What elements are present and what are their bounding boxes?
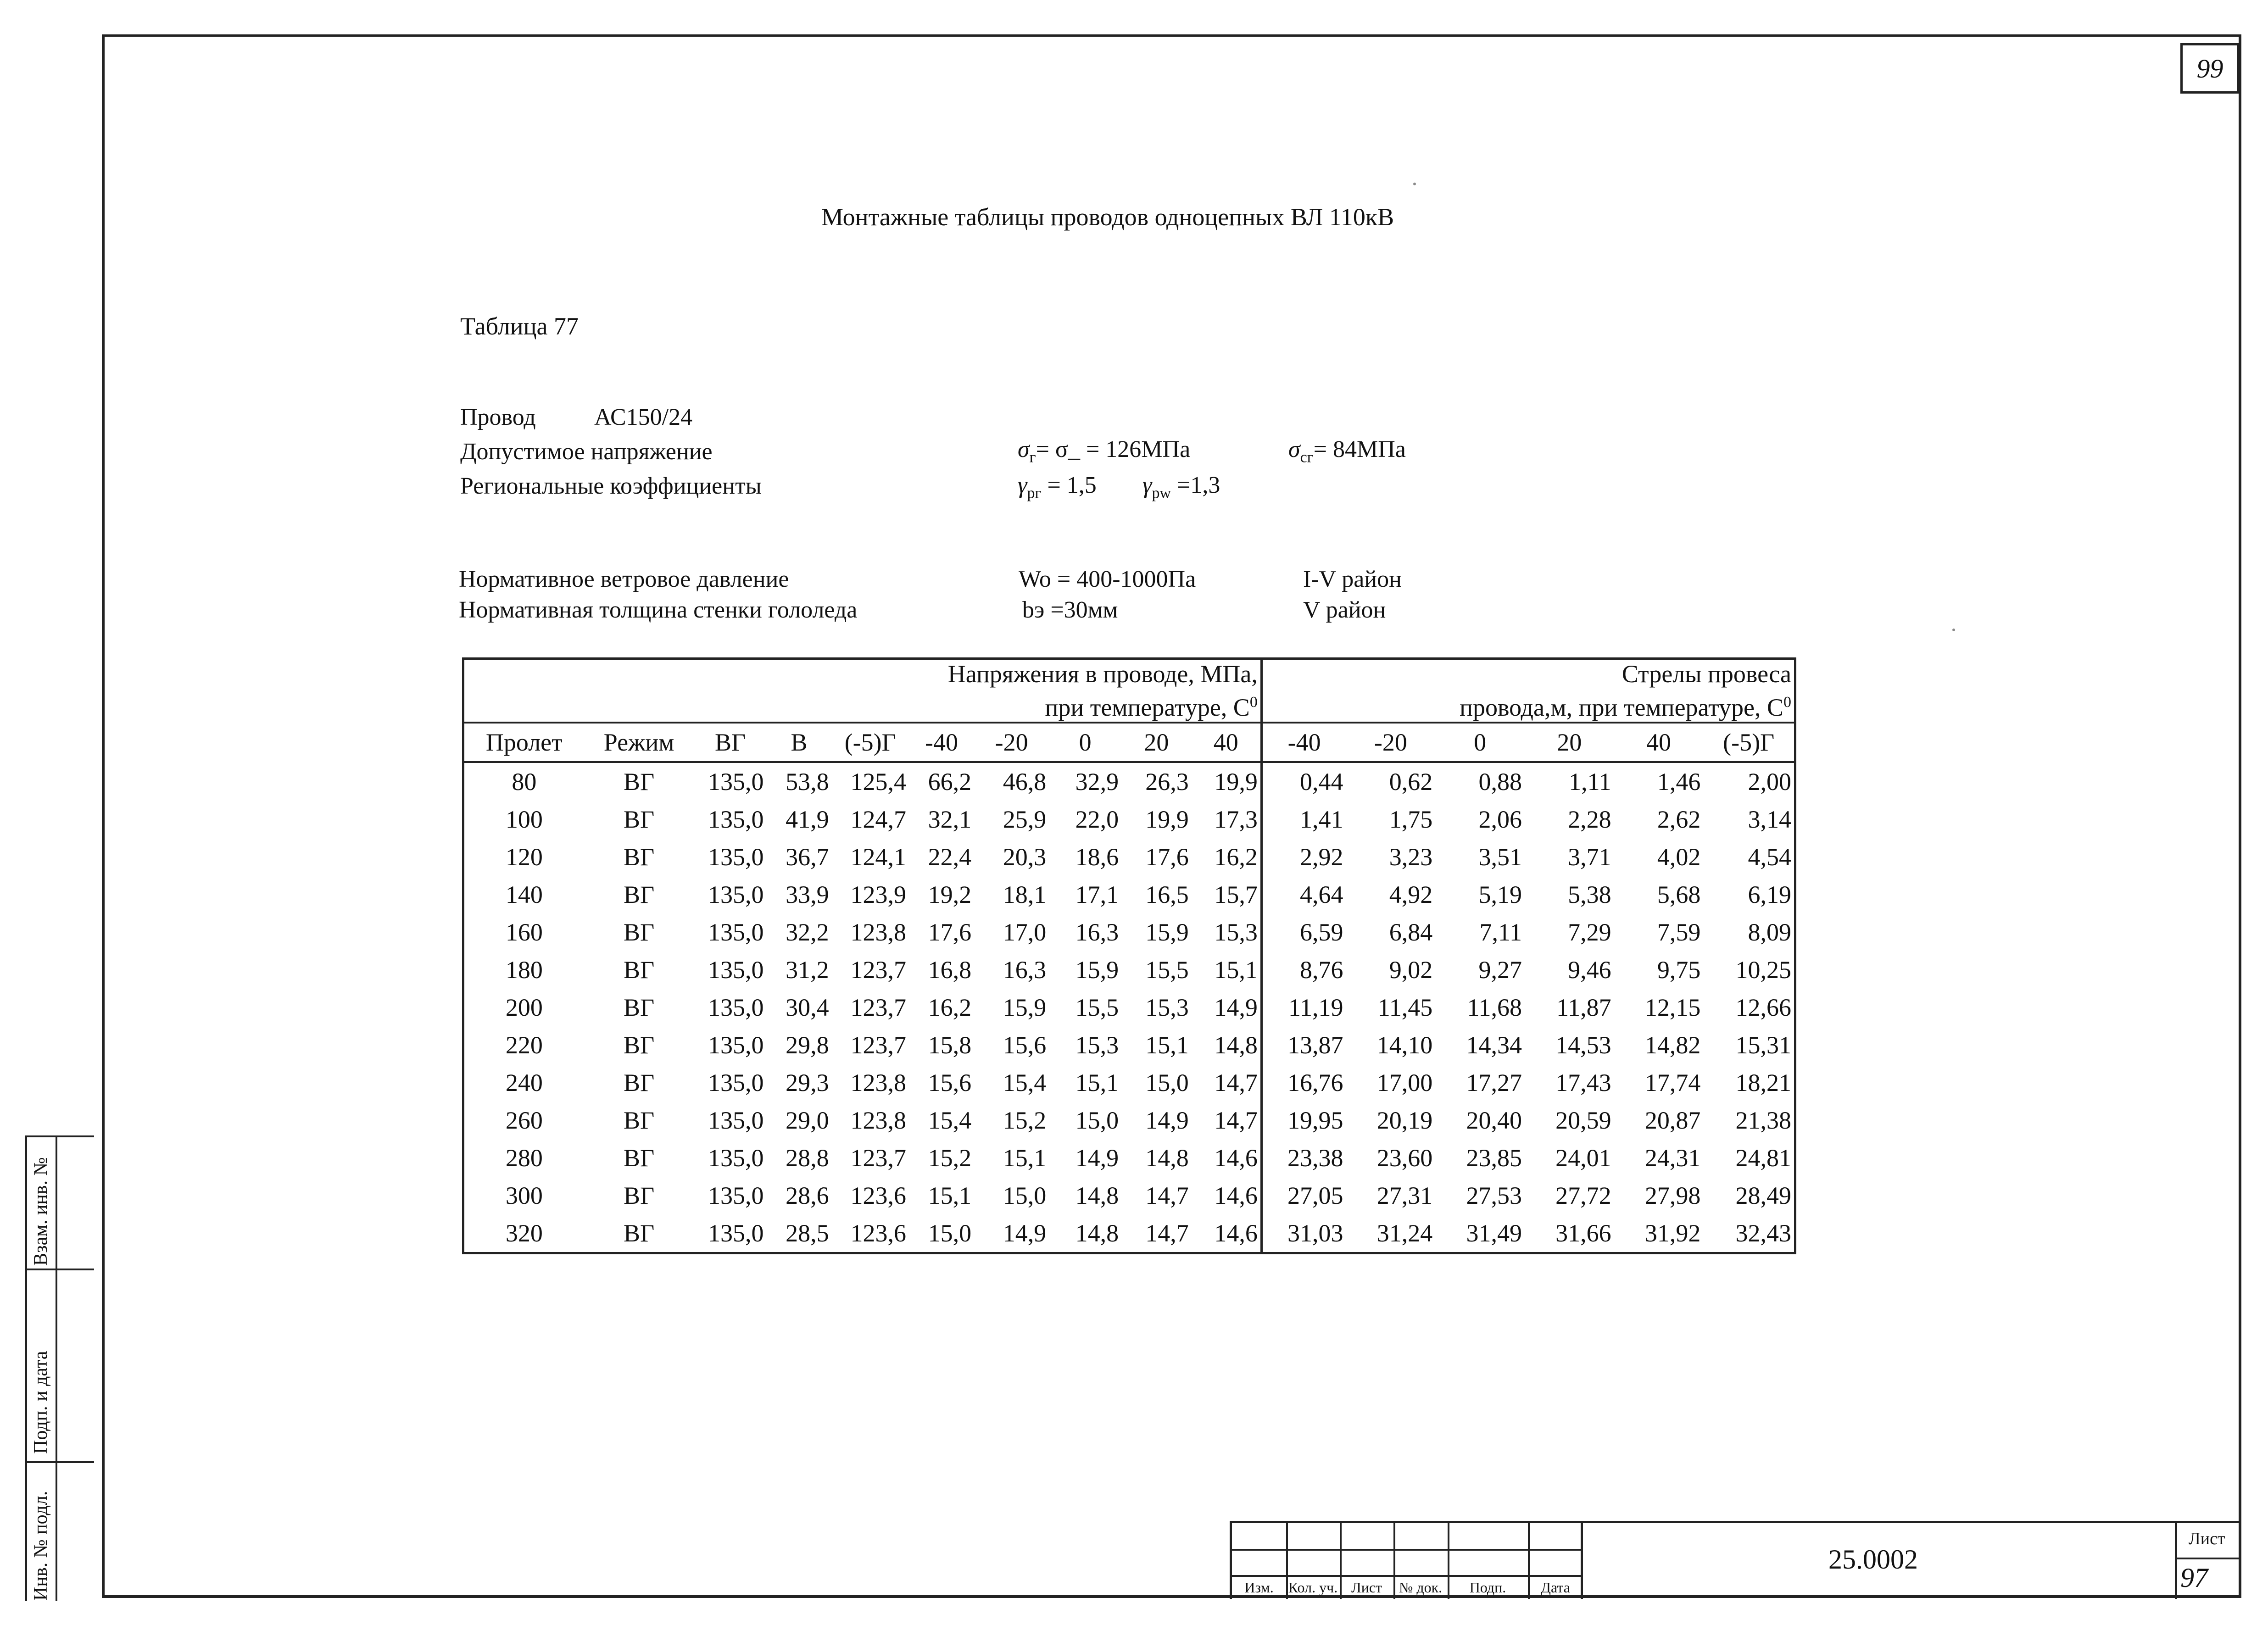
value-cell: 14,8: [1075, 1182, 1119, 1209]
sigma-g-symbol: σ: [1018, 436, 1030, 462]
value-cell: 4,92: [1389, 881, 1433, 908]
value-cell: 14,8: [1075, 1219, 1119, 1247]
span-cell: 140: [505, 881, 543, 908]
value-cell: 15,7: [1192, 876, 1262, 913]
value-cell: 20,19: [1376, 1107, 1433, 1134]
value-cell: 31,66: [1555, 1219, 1611, 1247]
value-cell: 23,60: [1376, 1144, 1433, 1172]
value-cell: 25,9: [1003, 806, 1047, 833]
wind-pressure-value: Wo = 400-1000Па: [1019, 566, 1196, 592]
value-cell: 30,4: [786, 994, 829, 1021]
value-cell: 1,46: [1657, 768, 1701, 796]
value-cell: 19,95: [1287, 1107, 1343, 1134]
value-cell: 18,6: [1075, 843, 1119, 871]
value-cell: 32,9: [1075, 768, 1119, 796]
label-kol-uch: Кол. уч.: [1288, 1579, 1338, 1596]
stress-group-degree: 0: [1249, 694, 1258, 711]
label-data: Дата: [1541, 1579, 1570, 1596]
value-cell: 22,4: [928, 843, 972, 871]
value-cell: 20,3: [1003, 843, 1047, 871]
sigma-cg-formula: [1288, 436, 1406, 466]
value-cell: 135,0: [708, 1182, 764, 1209]
value-cell: 17,27: [1466, 1069, 1522, 1096]
value-cell: 14,7: [1145, 1182, 1189, 1209]
side-approval-strip: [25, 1135, 94, 1601]
value-cell: 15,1: [1003, 1144, 1047, 1172]
value-cell: 2,06: [1478, 806, 1522, 833]
sag-group-line2: провода,м, при температуре, С: [1460, 694, 1783, 721]
wind-pressure-label: Нормативное ветровое давление: [459, 566, 789, 592]
column-header: -40: [909, 723, 974, 762]
table-row: [463, 913, 1795, 951]
value-cell: 124,1: [850, 843, 906, 871]
mode-cell: ВГ: [624, 1182, 655, 1209]
value-cell: 32,43: [1735, 1219, 1791, 1247]
sag-tension-table: [462, 657, 1796, 1254]
sheet-divider: [2175, 1558, 2241, 1559]
value-cell: 19,9: [1192, 762, 1262, 801]
value-cell: 14,6: [1192, 1139, 1262, 1177]
scan-speck: [1952, 629, 1955, 631]
value-cell: 15,9: [1003, 994, 1047, 1021]
column-header: (-5)Г: [832, 723, 909, 762]
gamma-pg-sub: pг: [1027, 484, 1042, 502]
value-cell: 123,7: [850, 994, 906, 1021]
value-cell: 13,87: [1287, 1031, 1343, 1059]
value-cell: 16,76: [1287, 1069, 1343, 1096]
value-cell: 27,98: [1644, 1182, 1701, 1209]
value-cell: 24,31: [1644, 1144, 1701, 1172]
table-row: [463, 1102, 1795, 1139]
span-cell: 240: [505, 1069, 543, 1096]
value-cell: 15,6: [1003, 1031, 1047, 1059]
value-cell: 29,8: [786, 1031, 829, 1059]
value-cell: 124,7: [850, 806, 906, 833]
value-cell: 28,8: [786, 1144, 829, 1172]
value-cell: 17,6: [928, 918, 972, 946]
value-cell: 12,66: [1735, 994, 1791, 1021]
value-cell: 7,11: [1479, 918, 1522, 946]
value-cell: 14,53: [1555, 1031, 1611, 1059]
mode-cell: ВГ: [624, 768, 655, 796]
label-list: Лист: [1351, 1579, 1382, 1596]
sigma-cg-value: = 84МПа: [1313, 436, 1406, 462]
value-cell: 14,8: [1192, 1026, 1262, 1064]
column-header: 40: [1192, 723, 1262, 762]
gamma-pw-symbol: γ: [1142, 472, 1152, 498]
value-cell: 135,0: [708, 843, 764, 871]
value-cell: 15,3: [1192, 913, 1262, 951]
value-cell: 135,0: [708, 1069, 764, 1096]
value-cell: 20,59: [1555, 1107, 1611, 1134]
sheet-label: Лист: [2189, 1529, 2225, 1548]
value-cell: 3,51: [1478, 843, 1522, 871]
value-cell: 125,4: [850, 768, 906, 796]
value-cell: 15,9: [1075, 956, 1119, 984]
value-cell: 6,59: [1300, 918, 1343, 946]
stress-group-line1: Напряжения в проводе, МПа,: [947, 660, 1258, 688]
value-cell: 15,5: [1145, 956, 1189, 984]
value-cell: 21,38: [1735, 1107, 1791, 1134]
value-cell: 31,49: [1466, 1219, 1522, 1247]
ice-thickness-label: Нормативная толщина стенки гололеда: [459, 597, 858, 623]
strip-podp-text: Подп. и дата: [30, 1351, 51, 1454]
value-cell: 15,2: [928, 1144, 972, 1172]
column-header: (-5)Г: [1703, 723, 1795, 762]
value-cell: 15,4: [928, 1107, 972, 1134]
value-cell: 16,8: [928, 956, 972, 984]
value-cell: 14,9: [1145, 1107, 1189, 1134]
span-cell: 300: [505, 1182, 543, 1209]
mode-cell: ВГ: [624, 1219, 655, 1247]
value-cell: 23,85: [1466, 1144, 1522, 1172]
column-header-row: [463, 723, 1795, 762]
value-cell: 3,14: [1748, 806, 1791, 833]
column-header: -20: [974, 723, 1049, 762]
mode-cell: ВГ: [624, 1069, 655, 1096]
column-header: Режим: [584, 723, 694, 762]
value-cell: 36,7: [786, 843, 829, 871]
value-cell: 17,1: [1075, 881, 1119, 908]
value-cell: 15,1: [1075, 1069, 1119, 1096]
value-cell: 2,00: [1748, 768, 1791, 796]
table-row: [463, 1026, 1795, 1064]
value-cell: 1,41: [1300, 806, 1343, 833]
value-cell: 19,9: [1145, 806, 1189, 833]
span-cell: 260: [505, 1107, 543, 1134]
column-header: Пролет: [463, 723, 584, 762]
mode-cell: ВГ: [624, 1031, 655, 1059]
sigma-cg-sub: сг: [1300, 449, 1314, 466]
value-cell: 27,05: [1287, 1182, 1343, 1209]
value-cell: 135,0: [708, 956, 764, 984]
table-row: [463, 1064, 1795, 1102]
value-cell: 10,25: [1735, 956, 1791, 984]
value-cell: 8,76: [1300, 956, 1343, 984]
span-cell: 120: [505, 843, 543, 871]
value-cell: 5,19: [1478, 881, 1522, 908]
table-row: [463, 876, 1795, 913]
value-cell: 9,27: [1478, 956, 1522, 984]
value-cell: 24,01: [1555, 1144, 1611, 1172]
value-cell: 14,10: [1376, 1031, 1433, 1059]
value-cell: 1,75: [1389, 806, 1433, 833]
value-cell: 31,24: [1376, 1219, 1433, 1247]
value-cell: 14,6: [1192, 1177, 1262, 1214]
value-cell: 14,34: [1466, 1031, 1522, 1059]
value-cell: 8,09: [1748, 918, 1791, 946]
column-header: 40: [1614, 723, 1704, 762]
sag-group-line1: Стрелы провеса: [1622, 660, 1791, 688]
label-izm: Изм.: [1244, 1579, 1274, 1596]
column-header: 20: [1525, 723, 1614, 762]
mode-cell: ВГ: [624, 956, 655, 984]
span-cell: 180: [505, 956, 543, 984]
scan-speck: [1413, 183, 1416, 185]
value-cell: 15,0: [1003, 1182, 1047, 1209]
ice-region: V район: [1303, 597, 1386, 623]
value-cell: 0,62: [1389, 768, 1433, 796]
revision-grid: [1230, 1521, 1583, 1599]
value-cell: 20,40: [1466, 1107, 1522, 1134]
value-cell: 2,62: [1657, 806, 1701, 833]
value-cell: 123,6: [850, 1219, 906, 1247]
value-cell: 5,38: [1568, 881, 1611, 908]
value-cell: 32,1: [928, 806, 972, 833]
span-cell: 320: [505, 1219, 543, 1247]
value-cell: 15,0: [1075, 1107, 1119, 1134]
value-cell: 32,2: [786, 918, 829, 946]
sag-group-header: [1261, 659, 1795, 723]
value-cell: 31,2: [786, 956, 829, 984]
value-cell: 135,0: [708, 806, 764, 833]
value-cell: 6,19: [1748, 881, 1791, 908]
allowable-stress-label: Допустимое напряжение: [460, 439, 713, 465]
value-cell: 15,9: [1145, 918, 1189, 946]
value-cell: 22,0: [1075, 806, 1119, 833]
group-header-row: [463, 659, 1795, 723]
mode-cell: ВГ: [624, 994, 655, 1021]
value-cell: 3,23: [1389, 843, 1433, 871]
value-cell: 123,9: [850, 881, 906, 908]
column-header: В: [767, 723, 832, 762]
wire-value: АС150/24: [594, 404, 693, 430]
value-cell: 15,1: [1192, 951, 1262, 989]
value-cell: 29,0: [786, 1107, 829, 1134]
value-cell: 135,0: [708, 881, 764, 908]
value-cell: 41,9: [786, 806, 829, 833]
column-header: ВГ: [694, 723, 767, 762]
table-row: [463, 838, 1795, 876]
value-cell: 4,02: [1657, 843, 1701, 871]
gamma-pw-formula: [1142, 472, 1220, 502]
value-cell: 6,84: [1389, 918, 1433, 946]
value-cell: 19,2: [928, 881, 972, 908]
column-header: -40: [1261, 723, 1346, 762]
column-header: -20: [1346, 723, 1436, 762]
mode-cell: ВГ: [624, 1144, 655, 1172]
value-cell: 15,2: [1003, 1107, 1047, 1134]
value-cell: 16,5: [1145, 881, 1189, 908]
value-cell: 14,9: [1075, 1144, 1119, 1172]
value-cell: 11,19: [1288, 994, 1343, 1021]
value-cell: 135,0: [708, 1107, 764, 1134]
value-cell: 66,2: [928, 768, 972, 796]
value-cell: 11,87: [1556, 994, 1611, 1021]
value-cell: 123,7: [850, 1144, 906, 1172]
mode-cell: ВГ: [624, 806, 655, 833]
grid-line: [1232, 1575, 1583, 1577]
span-cell: 200: [505, 994, 543, 1021]
value-cell: 18,1: [1003, 881, 1047, 908]
value-cell: 14,9: [1192, 989, 1262, 1026]
value-cell: 29,3: [786, 1069, 829, 1096]
value-cell: 123,6: [850, 1182, 906, 1209]
sheet-number: 97: [2180, 1563, 2208, 1593]
value-cell: 16,2: [1192, 838, 1262, 876]
document-number: 25.0002: [1828, 1544, 1918, 1575]
table-row: [463, 762, 1795, 801]
sigma-g-sub: г: [1029, 449, 1036, 466]
value-cell: 17,0: [1003, 918, 1047, 946]
table-row: [463, 801, 1795, 838]
value-cell: 27,53: [1466, 1182, 1522, 1209]
gamma-pw-sub: pw: [1152, 484, 1171, 502]
value-cell: 123,7: [850, 1031, 906, 1059]
value-cell: 15,31: [1735, 1031, 1791, 1059]
mode-cell: ВГ: [624, 843, 655, 871]
value-cell: 14,6: [1192, 1214, 1262, 1253]
value-cell: 15,4: [1003, 1069, 1047, 1096]
value-cell: 4,64: [1300, 881, 1343, 908]
value-cell: 15,1: [1145, 1031, 1189, 1059]
sigma-g-formula: [1018, 436, 1190, 466]
value-cell: 9,75: [1657, 956, 1701, 984]
sag-group-degree: 0: [1783, 694, 1791, 711]
column-header: 0: [1435, 723, 1525, 762]
value-cell: 26,3: [1145, 768, 1189, 796]
strip-inv-text: Инв. № подл.: [30, 1491, 51, 1601]
value-cell: 17,74: [1644, 1069, 1701, 1096]
value-cell: 4,54: [1748, 843, 1791, 871]
strip-zam-text: Взам. инв. №: [30, 1157, 51, 1266]
value-cell: 16,3: [1003, 956, 1047, 984]
value-cell: 16,3: [1075, 918, 1119, 946]
value-cell: 14,9: [1003, 1219, 1047, 1247]
value-cell: 31,92: [1644, 1219, 1701, 1247]
value-cell: 15,3: [1075, 1031, 1119, 1059]
span-cell: 160: [505, 918, 543, 946]
gamma-pg-value: = 1,5: [1041, 472, 1097, 498]
table-row: [463, 1214, 1795, 1253]
value-cell: 9,46: [1568, 956, 1611, 984]
value-cell: 28,6: [786, 1182, 829, 1209]
value-cell: 5,68: [1657, 881, 1701, 908]
mode-cell: ВГ: [624, 881, 655, 908]
value-cell: 2,92: [1300, 843, 1343, 871]
value-cell: 15,6: [928, 1069, 972, 1096]
value-cell: 135,0: [708, 1144, 764, 1172]
value-cell: 15,3: [1145, 994, 1189, 1021]
span-cell: 100: [505, 806, 543, 833]
value-cell: 14,7: [1145, 1219, 1189, 1247]
wind-region: I-V район: [1303, 566, 1402, 592]
ice-thickness-value: bэ =30мм: [1022, 597, 1118, 623]
corner-sheet-number: 99: [2180, 43, 2240, 94]
gamma-pg-symbol: γ: [1018, 472, 1027, 498]
value-cell: 27,72: [1555, 1182, 1611, 1209]
value-cell: 15,0: [928, 1219, 972, 1247]
value-cell: 12,15: [1644, 994, 1701, 1021]
value-cell: 123,8: [850, 918, 906, 946]
mode-cell: ВГ: [624, 1107, 655, 1134]
value-cell: 17,6: [1145, 843, 1189, 871]
value-cell: 33,9: [786, 881, 829, 908]
value-cell: 17,3: [1192, 801, 1262, 838]
value-cell: 11,45: [1377, 994, 1433, 1021]
value-cell: 135,0: [708, 918, 764, 946]
span-cell: 220: [505, 1031, 543, 1059]
value-cell: 46,8: [1003, 768, 1047, 796]
value-cell: 135,0: [708, 1031, 764, 1059]
value-cell: 1,11: [1569, 768, 1611, 796]
sigma-cg-symbol: σ: [1288, 436, 1300, 462]
value-cell: 23,38: [1287, 1144, 1343, 1172]
value-cell: 0,88: [1478, 768, 1522, 796]
value-cell: 20,87: [1644, 1107, 1701, 1134]
label-podp: Подп.: [1469, 1579, 1506, 1596]
gamma-pw-value: =1,3: [1171, 472, 1220, 498]
gamma-pg-formula: [1018, 472, 1097, 502]
stress-group-header: [463, 659, 1262, 723]
column-header: 0: [1049, 723, 1121, 762]
value-cell: 53,8: [786, 768, 829, 796]
span-cell: 280: [505, 1144, 543, 1172]
grid-line: [1232, 1549, 1583, 1551]
value-cell: 123,8: [850, 1069, 906, 1096]
page-title: Монтажные таблицы проводов одноцепных ВЛ 110кВ: [821, 203, 1394, 231]
mode-cell: ВГ: [624, 918, 655, 946]
value-cell: 9,02: [1389, 956, 1433, 984]
value-cell: 28,5: [786, 1219, 829, 1247]
value-cell: 7,59: [1657, 918, 1701, 946]
span-cell: 80: [512, 768, 537, 796]
value-cell: 17,00: [1376, 1069, 1433, 1096]
table-row: [463, 951, 1795, 989]
table-body: [463, 762, 1795, 1253]
value-cell: 15,5: [1075, 994, 1119, 1021]
table-label: Таблица 77: [460, 312, 579, 340]
value-cell: 135,0: [708, 768, 764, 796]
value-cell: 14,7: [1192, 1064, 1262, 1102]
column-header: 20: [1121, 723, 1192, 762]
value-cell: 14,8: [1145, 1144, 1189, 1172]
label-doc-no: № док.: [1399, 1579, 1443, 1596]
regional-coefficients-label: Региональные коэффициенты: [460, 473, 762, 499]
value-cell: 0,44: [1300, 768, 1343, 796]
value-cell: 123,8: [850, 1107, 906, 1134]
value-cell: 15,0: [1145, 1069, 1189, 1096]
stress-group-line2: при температуре, С: [1045, 694, 1250, 721]
value-cell: 123,7: [850, 956, 906, 984]
value-cell: 14,82: [1644, 1031, 1701, 1059]
value-cell: 14,7: [1192, 1102, 1262, 1139]
value-cell: 27,31: [1376, 1182, 1433, 1209]
value-cell: 135,0: [708, 1219, 764, 1247]
value-cell: 16,2: [928, 994, 972, 1021]
value-cell: 28,49: [1735, 1182, 1791, 1209]
value-cell: 15,8: [928, 1031, 972, 1059]
value-cell: 15,1: [928, 1182, 972, 1209]
value-cell: 7,29: [1568, 918, 1611, 946]
wire-label: Провод: [460, 404, 536, 430]
value-cell: 24,81: [1735, 1144, 1791, 1172]
value-cell: 17,43: [1555, 1069, 1611, 1096]
value-cell: 2,28: [1568, 806, 1611, 833]
value-cell: 3,71: [1568, 843, 1611, 871]
value-cell: 31,03: [1287, 1219, 1343, 1247]
table-row: [463, 1177, 1795, 1214]
value-cell: 11,68: [1467, 994, 1522, 1021]
table-row: [463, 1139, 1795, 1177]
value-cell: 18,21: [1735, 1069, 1791, 1096]
value-cell: 135,0: [708, 994, 764, 1021]
sigma-g-value: = σ_ = 126МПа: [1036, 436, 1191, 462]
table-row: [463, 989, 1795, 1026]
